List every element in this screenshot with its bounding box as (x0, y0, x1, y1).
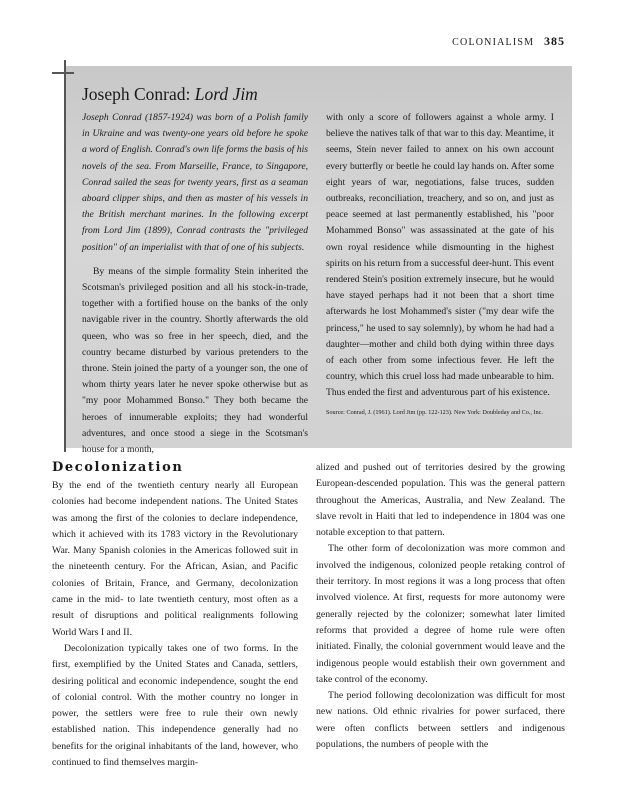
sidebar-vertical-rule (64, 60, 66, 452)
running-head (452, 34, 565, 49)
sidebar-source: Source: Conrad, J. (1961). Lord Jim (pp. 122-123). New York: Doubleday and Co., Inc. (326, 408, 543, 416)
body-paragraph: The other form of decolonization was more common and involved the indigenous, colonized people retaking control of their territory. In most regions it was a long process that often involved violence. At first, requests for more autonomy were generally rejected by the colonizer; somewhat later limited reforms that provided a degree of home rule were often initiated. Finally, the colonial government would leave and the indigenous people would establish their own government and take control of the economy. (316, 543, 565, 685)
page-number: 385 (544, 34, 565, 48)
body-paragraph: Decolonization typically takes one of two forms. In the first, exemplified by the United States and Canada, settlers, desiring political and economic independence, sought the end of colonial control. With the mother country no longer in power, the settlers were free to rule their own newly established nation. This independence generally had no benefits for the original inhabitants of the land, however, who continued to find themselves margin- (52, 642, 298, 769)
running-head-section: COLONIALISM (452, 37, 535, 48)
body-paragraph: alized and pushed out of territories desired by the growing European-descended population. This was the general pattern throughout the Americas, Australia, and New Zealand. The slave revolt in Haiti that led to independence in 1804 was one notable exception to that pattern. (316, 462, 565, 539)
sidebar-excerpt-left: By means of the simple formality Stein inherited the Scotsman's privileged position and all his stock-in-trade, together with a fortified house on the banks of the only navigable river in the country. Shortly afterwards the old queen, who was so free in her speech, died, and the country became disturbed by various pretenders to the throne. Stein joined the party of a younger son, the one of whom thirty years later he never spoke otherwise but as "my poor Mohammed Bonso." They both became the heroes of innumerable exploits; they had wonderful adventures, and once stood a siege in the Scotsman's house for a month, (82, 265, 308, 456)
sidebar-excerpt-right: with only a score of followers against a whole army. I believe the natives talk of that war to this day. Meantime, it seems, Stein never failed to annex on his own account every butterfly or beetle he could lay hands on. After some eight years of war, negotiations, false truces, sudden outbreaks, reconciliation, treachery, and so on, and just as peace seemed at last permanently established, his "poor Mohammed Bonso" was assassinated at the gate of his own royal residence while dismounting in the highest spirits on his return from a successful deer-hunt. This event rendered Stein's position extremely insecure, but he would have stayed perhaps had it not been that a short time afterwards he lost Mohammed's sister ("my dear wife the princess," he used to say solemnly), by whom he had had a daughter—mother and child both dying within three days of each other from some infectious fever. He left the country, which this cruel loss had made unbearable to him. Thus ended the first and adventurous part of his existence. (326, 112, 554, 399)
body-paragraph: The period following decolonization was difficult for most new nations. Old ethnic rivalries for power surfaced, there were often conflicts between settlers and indigenous populations, the numbers of people with the (316, 690, 565, 751)
sidebar-left-column (82, 110, 308, 458)
sidebar-intro: Joseph Conrad (1857-1924) was born of a Polish family in Ukraine and was twenty-one years old before he spoke a word of English. Conrad's own life forms the basis of his novels of the sea. From Marseille, France, to Singapore, Conrad sailed the seas for twenty years, first as a seaman aboard clipper ships, and then as master of his vessels in the British merchant marines. In the following excerpt from Lord Jim (1899), Conrad contrasts the "privileged position" of an imperialist with that of one of his subjects. (82, 112, 308, 253)
sidebar-right-column (326, 110, 554, 417)
body-right-column (316, 460, 565, 753)
sidebar-horizontal-rule (52, 72, 74, 74)
sidebar-title (82, 84, 258, 105)
body-paragraph: By the end of the twentieth century nearly all European colonies had become independent nations. The United States was among the first of the colonies to declare independence, which it achieved with its 1783 victory in the Revolutionary War. Many Spanish colonies in the Americas followed suit in the nineteenth century. For the African, Asian, and Pacific colonies of Britain, France, and Germany, decolonization came in the mid- to late twentieth century, most often as a result of disruptions and political realignments following World Wars I and II. (52, 480, 298, 638)
section-heading: Decolonization (52, 460, 184, 475)
sidebar-title-prefix: Joseph Conrad: (82, 84, 195, 104)
sidebar-title-work: Lord Jim (194, 84, 258, 104)
body-left-column (52, 478, 298, 771)
